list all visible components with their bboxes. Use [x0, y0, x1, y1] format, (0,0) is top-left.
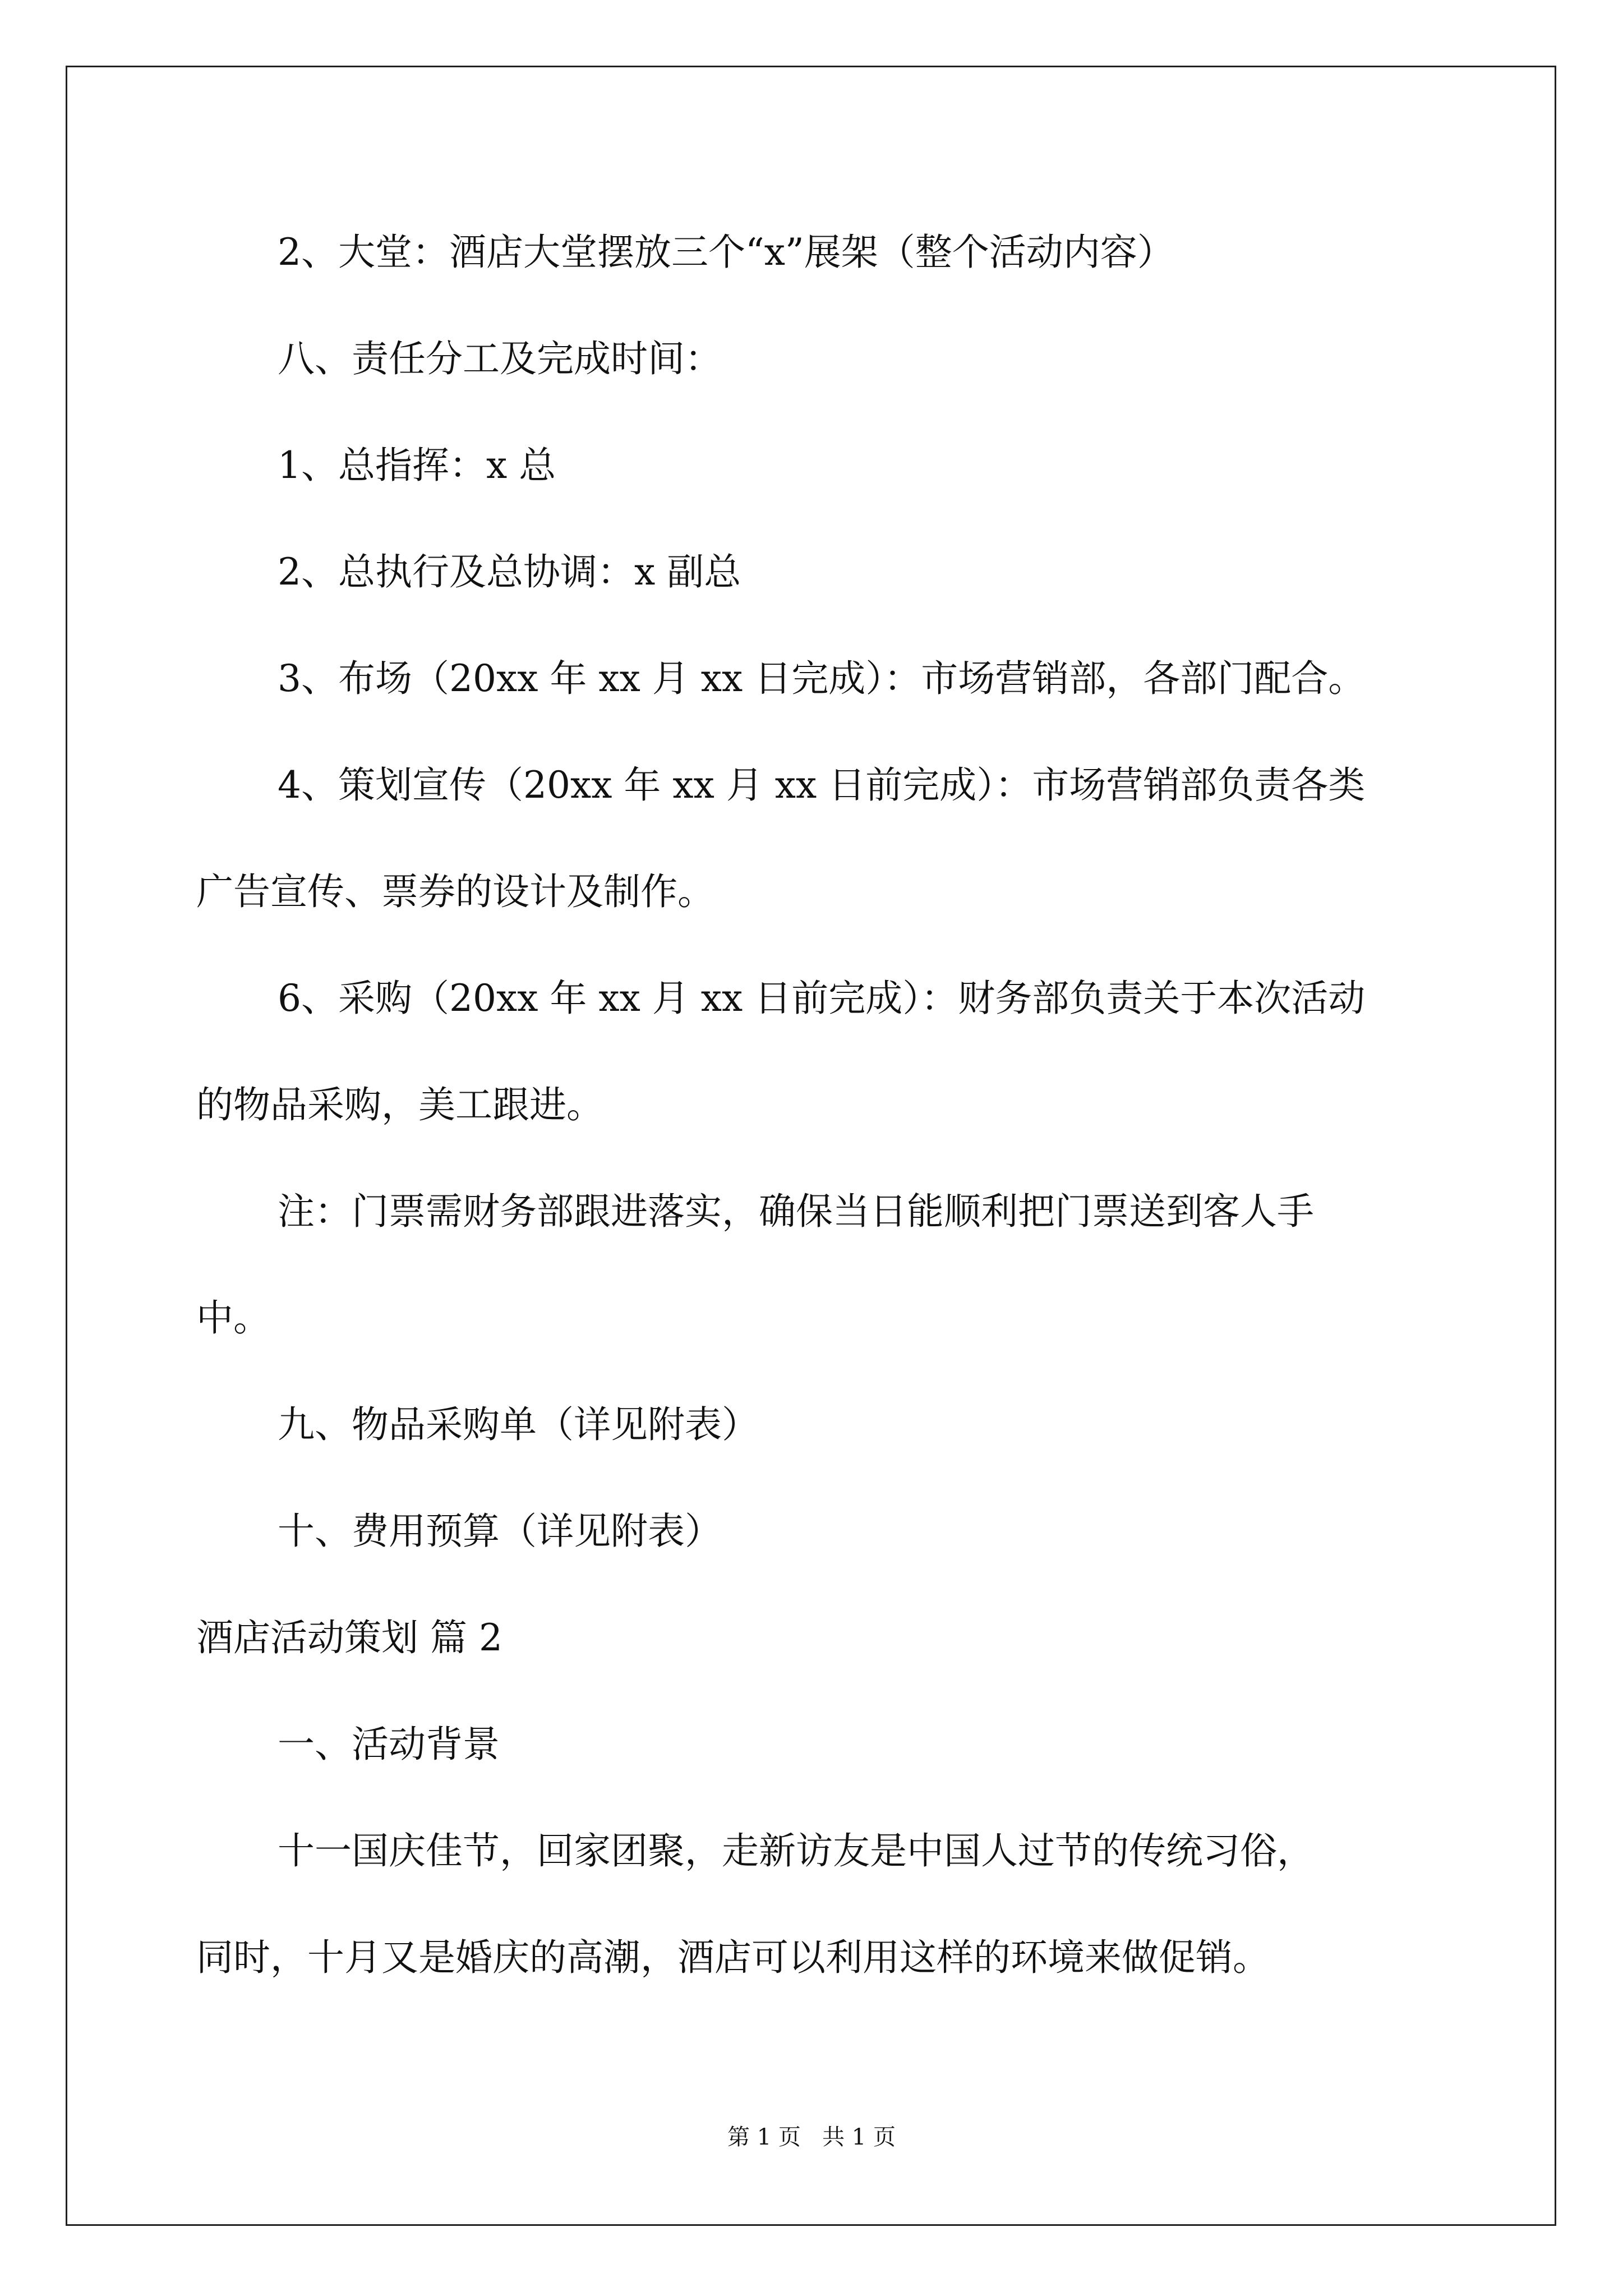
- section-heading: 十、费用预算（详见附表）: [278, 1510, 722, 1553]
- text-line: 2、大堂：酒店大堂摆放三个“x”展架（整个活动内容）: [278, 231, 1174, 274]
- text-line: 2、总执行及总协调：x 副总: [278, 550, 741, 593]
- section-heading: 一、活动背景: [278, 1723, 500, 1766]
- article-title: 酒店活动策划 篇 2: [196, 1616, 502, 1659]
- text-line: 同时，十月又是婚庆的高潮，酒店可以利用这样的环境来做促销。: [196, 1936, 1270, 1979]
- text-line: 广告宣传、票券的设计及制作。: [196, 870, 714, 913]
- text-line: 中。: [196, 1296, 270, 1340]
- text-line: 6、采购（20xx 年 xx 月 xx 日前完成）：财务部负责关于本次活动: [278, 977, 1366, 1020]
- section-heading: 八、责任分工及完成时间：: [278, 337, 722, 380]
- text-line: 3、布场（20xx 年 xx 月 xx 日完成）：市场营销部，各部门配合。: [278, 657, 1366, 700]
- text-line: 1、总指挥：x 总: [278, 444, 556, 487]
- section-heading: 九、物品采购单（详见附表）: [278, 1403, 759, 1446]
- text-line: 的物品采购，美工跟进。: [196, 1083, 603, 1126]
- text-line: 注：门票需财务部跟进落实，确保当日能顺利把门票送到客人手: [278, 1190, 1314, 1233]
- text-line: 4、策划宣传（20xx 年 xx 月 xx 日前完成）：市场营销部负责各类: [278, 763, 1366, 807]
- page-footer: 第 1 页 共 1 页: [727, 2124, 896, 2150]
- text-line: 十一国庆佳节，回家团聚，走新访友是中国人过节的传统习俗，: [278, 1829, 1314, 1872]
- page-border: [66, 66, 1556, 2226]
